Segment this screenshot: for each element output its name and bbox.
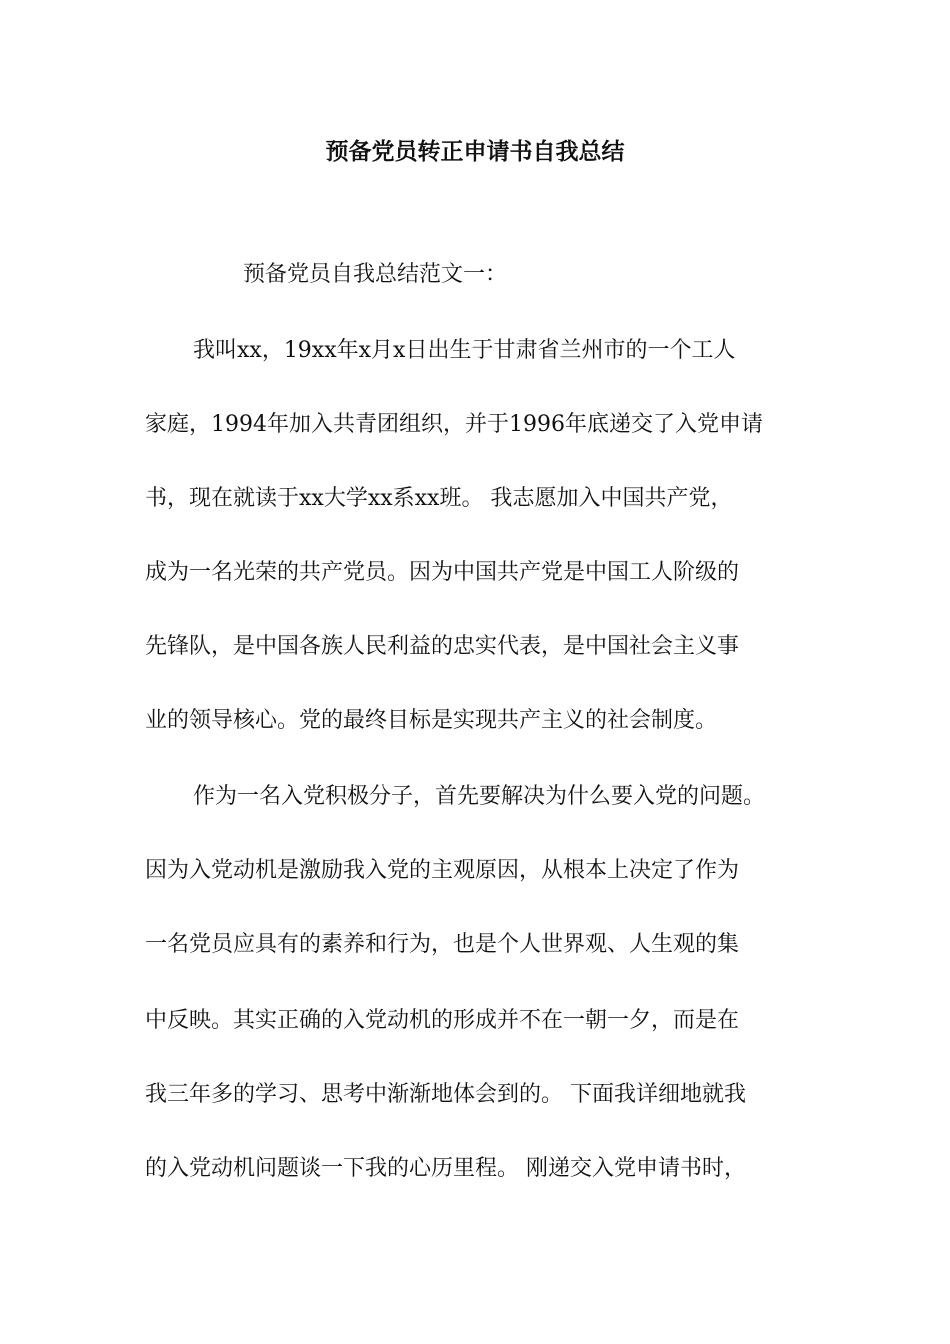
text-line: 我叫xx，19xx年x月x日出生于甘肃省兰州市的一个工人 bbox=[193, 338, 736, 363]
text-line: 中反映。其实正确的入党动机的形成并不在一朝一夕，而是在 bbox=[145, 1008, 740, 1033]
text-line: 因为入党动机是激励我入党的主观原因，从根本上决定了作为 bbox=[145, 858, 740, 883]
text-line: 我三年多的学习、思考中渐渐地体会到的。 下面我详细地就我 bbox=[145, 1082, 746, 1107]
text-line: 先锋队，是中国各族人民利益的忠实代表，是中国社会主义事 bbox=[145, 634, 740, 659]
document-subtitle: 预备党员自我总结范文一： bbox=[243, 262, 508, 287]
text-line: 家庭，1994年加入共青团组织，并于1996年底递交了入党申请 bbox=[145, 412, 763, 437]
text-line: 书，现在就读于xx大学xx系xx班。 我志愿加入中国共产党， bbox=[145, 486, 733, 511]
document-title: 预备党员转正申请书自我总结 bbox=[325, 139, 625, 165]
text-line: 一名党员应具有的素养和行为，也是个人世界观、人生观的集 bbox=[145, 932, 740, 957]
text-line: 的入党动机问题谈一下我的心历里程。 刚递交入党申请书时， bbox=[145, 1156, 746, 1181]
text-line: 业的领导核心。党的最终目标是实现共产主义的社会制度。 bbox=[145, 708, 718, 733]
text-line: 作为一名入党积极分子，首先要解决为什么要入党的问题。 bbox=[193, 784, 766, 809]
text-line: 成为一名光荣的共产党员。因为中国共产党是中国工人阶级的 bbox=[145, 560, 740, 585]
